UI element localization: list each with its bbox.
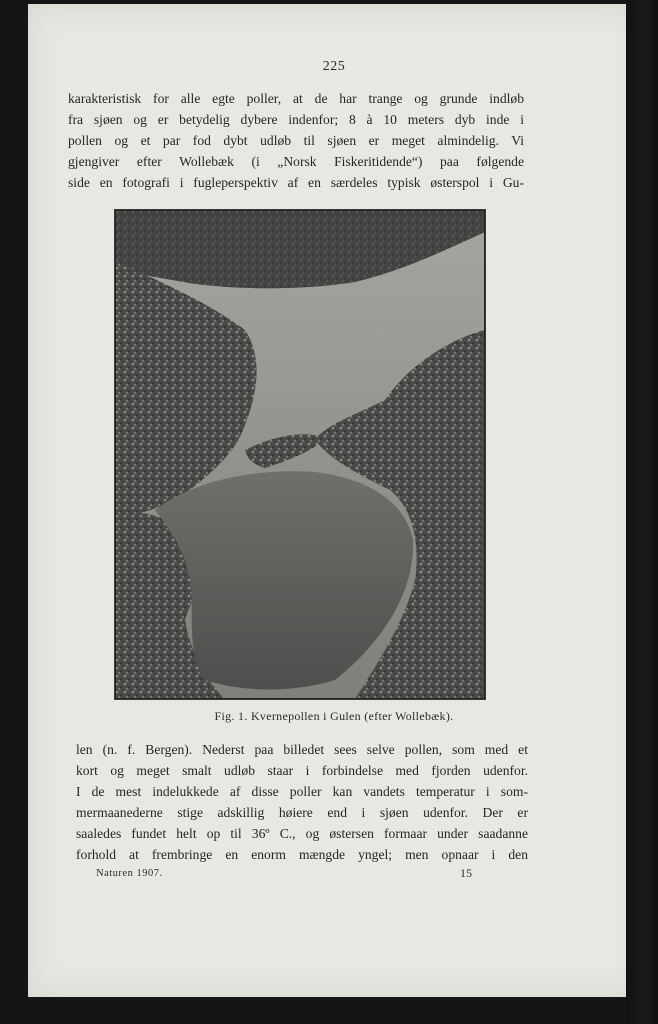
text-line: mermaanederne stige adskillig høiere end i sjøen udenfor. Der er [76,805,528,820]
text-line: kort og meget smalt udløb staar i forbindelse med fjorden udenfor. [76,763,528,778]
scan-background-edge [626,0,658,1024]
fjord-photograph [114,209,486,700]
fjord-photo-illustration [115,210,485,699]
text-line: forhold at frembringe en enorm mængde yngel; men opnaar i den [76,847,528,862]
text-line: fra sjøen og er betydelig dybere indenfor; 8 à 10 meters dyb inde i [68,112,524,127]
text-line: len (n. f. Bergen). Nederst paa billedet sees selve pollen, som med et [76,742,528,757]
text-line: pollen og et par fod dybt udløb til sjøen er meget almindelig. Vi [68,133,524,148]
footer-journal: Naturen 1907. [96,868,163,879]
figure-caption: Fig. 1. Kvernepollen i Gulen (efter Wollebæk). [214,709,454,723]
text-line: saaledes fundet helt op til 36º C., og østersen formaar under saadanne [76,826,528,841]
document-page [28,4,640,997]
text-line: gjengiver efter Wollebæk (i „Norsk Fiskeritidende“) paa følgende [68,154,524,169]
footer-signature-number: 15 [460,866,472,880]
paragraph-bottom [76,739,528,865]
page-number: 225 [322,59,346,74]
paragraph-top [68,88,524,193]
text-line: side en fotografi i fugleperspektiv af en særdeles typisk østerspol i Gu- [68,175,524,190]
text-line: I de mest indelukkede af disse poller kan vandets temperatur i som- [76,784,528,799]
text-line: karakteristisk for alle egte poller, at de har trange og grunde indløb [68,91,524,106]
